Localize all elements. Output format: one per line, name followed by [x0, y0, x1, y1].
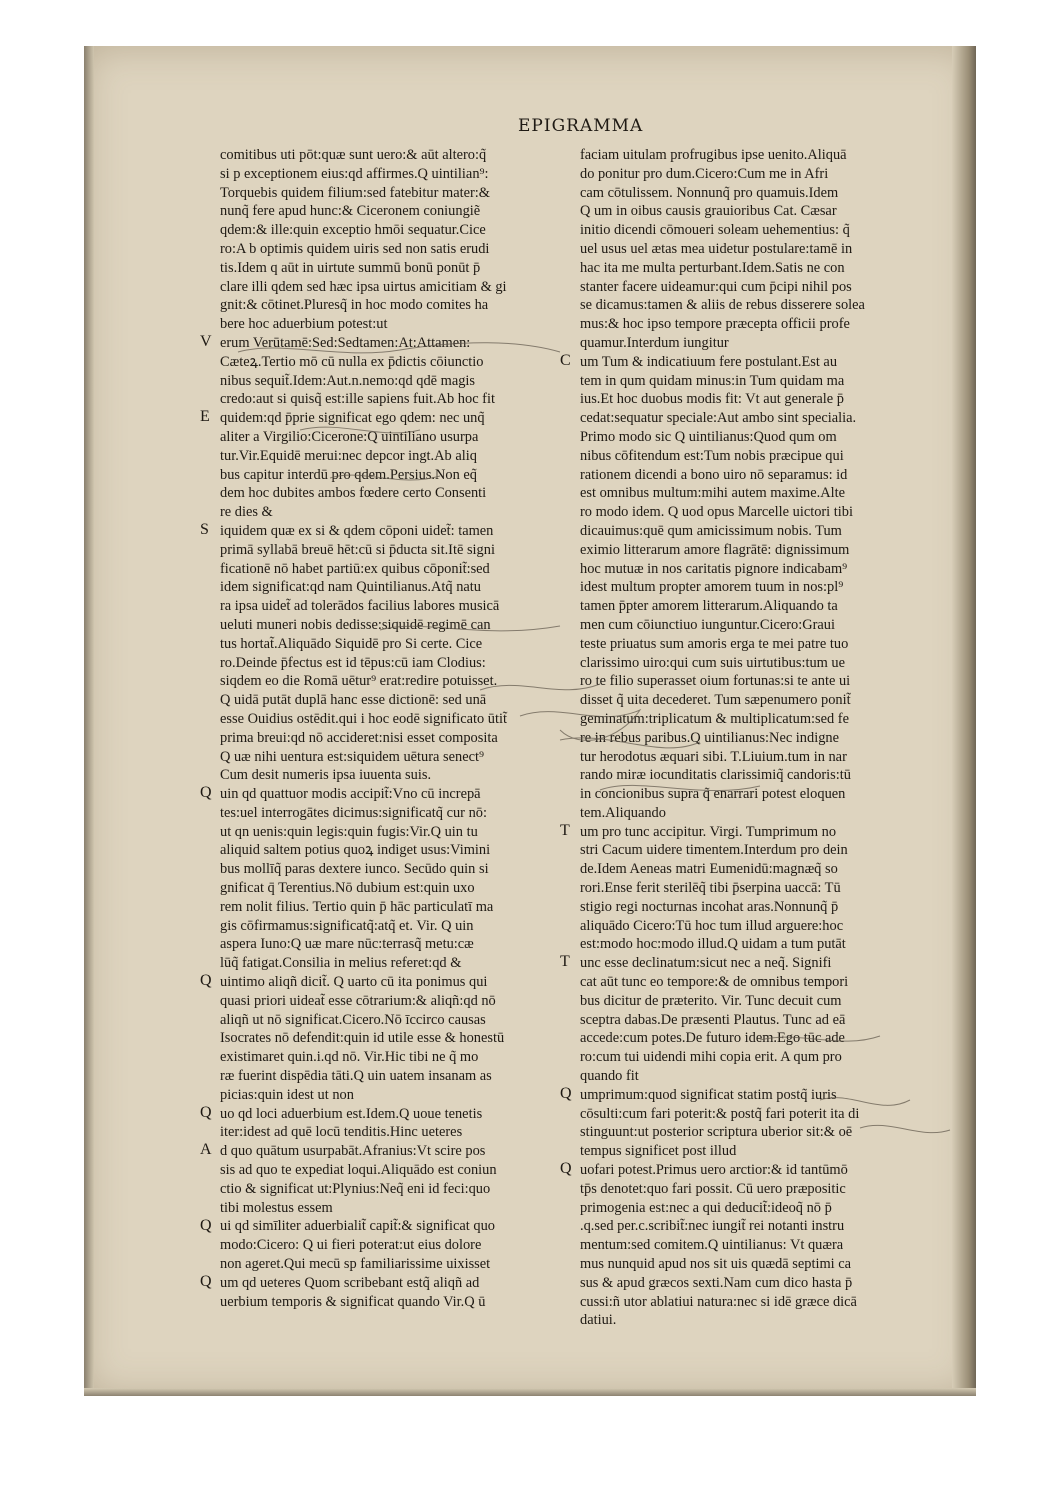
text-line: aspera Iuno:Q uæ mare nūc:terrasq̃ metu:cæ: [220, 936, 474, 953]
text-line: non ageret.Qui mecū sp familiarissime uixisset: [220, 1256, 491, 1273]
text-line: um Tum & indicatiuum fere postulant.Est au: [580, 353, 838, 370]
text-line: sus & apud græcos sexti.Nam cum dico hasta p̄: [580, 1274, 853, 1291]
text-line: tus hortat̃.Aliquādo Siquidē pro Si certe. Cice: [220, 635, 483, 652]
text-line: re dies &: [220, 504, 273, 521]
text-line: uofari potest.Primus uero arctior:& id tantūmō: [580, 1162, 848, 1179]
text-line: stinguunt:ut posterior scriptura uberior sit:& oē: [580, 1124, 853, 1141]
text-line: picias:quin idest ut non: [220, 1086, 354, 1103]
text-line: rationem dicendi a bono uiro nō separamus: id: [580, 466, 848, 483]
text-line: cedat:sequatur speciale:Aut ambo sint specialia.: [580, 410, 857, 427]
text-line: in concionibus supra q̃ enarrari potest eloquen: [580, 786, 846, 803]
text-line: datiui.: [580, 1312, 617, 1329]
text-line: primogenia est:nec a qui deducit̃:ideoq̃ nō p̄: [580, 1199, 832, 1216]
text-line: ctio & significat ut:Plynius:Neq̃ eni id feci:quo: [220, 1180, 491, 1197]
text-line: gis cōfirmamus:significatq̃:atq̃ et. Vir. Q uin: [220, 917, 474, 934]
text-line: uintimo aliqñ dicit̃. Q uarto cū ita ponimus qui: [220, 974, 488, 991]
initial-letter: Q: [200, 1216, 212, 1234]
text-line: nunq̃ fere apud hunc:& Ciceronem coniungiẽ: [220, 203, 481, 220]
text-line: aliqñ ut nō significat.Cicero.Nō īccirco causas: [220, 1011, 486, 1028]
text-line: nibus cōfitendum est:Tum nobis præcipue qui: [580, 447, 844, 464]
text-line: initio dicendi cōmoueri soleam uehementius: q̃: [580, 222, 850, 239]
left-text-column: [220, 146, 572, 1311]
text-line: tem.Aliquando: [580, 804, 666, 821]
text-line: credo:aut si quisq̃ est:ille sapiens fuit.Ab hoc fit: [220, 391, 495, 408]
text-line: quando fit: [580, 1068, 639, 1085]
text-line: mentum:sed comitem.Q uintilianus: Vt quæra: [580, 1237, 844, 1254]
initial-letter: S: [200, 521, 209, 538]
right-text-column: [580, 146, 964, 1330]
text-line: bere hoc aduerbium potest:ut: [220, 316, 388, 333]
text-line: quidem:qd p̄prie significat ego qdem: nec unq̃: [220, 410, 485, 427]
text-line: do ponitur pro dum.Cicero:Cum me in Afri: [580, 165, 829, 182]
text-line: ro:A b optimis quidem uiris sed non satis erudi: [220, 240, 490, 257]
text-line: d quo quātum usurpabāt.Afranius:Vt scire pos: [220, 1143, 486, 1160]
text-line: sis ad quo te expediat loqui.Aliquādo est coniun: [220, 1162, 497, 1179]
text-line: tur herodotus æquari sibi. T.Liuium.tum in nar: [580, 748, 847, 765]
text-line: erum Verūtamē:Sed:Sedtamen:At:Attamen:: [220, 334, 471, 351]
text-line: tp̄s denotet:quo fari possit. Cū uero præpositic: [580, 1180, 846, 1197]
text-line: dicauimus:quē qum amicissimum nobis. Tum: [580, 522, 842, 539]
text-line: mus:& hoc ipso tempore præcepta officii profe: [580, 316, 850, 333]
initial-letter: A: [200, 1141, 212, 1159]
text-line: disset q̃ uita decederet. Tum sæpenumero ponit̃: [580, 692, 851, 709]
text-line: .q.sed per.c.scribit̃:nec iungit̃ rei notanti instru: [580, 1218, 845, 1235]
text-line: est omnibus multum:mihi autem maxime.Alte: [580, 485, 845, 502]
text-line: stigio regi nocturnas incohat aras.Nonnunq̃ p̄: [580, 898, 839, 915]
initial-letter: Q: [200, 784, 212, 802]
text-line: accede:cum potes.De futuro idem.Ego tūc ade: [580, 1030, 845, 1047]
text-line: comitibus uti pōt:quæ sunt uero:& aūt altero:q̃: [220, 147, 487, 163]
initial-letter: E: [200, 408, 210, 426]
text-line: primā syllabā breuē hēt:cū si p̄ducta sit.Itē signi: [220, 541, 495, 558]
initial-letter: Q: [200, 1103, 212, 1121]
text-line: unc esse declinatum:sicut nec a neq̃. Signifi: [580, 955, 832, 972]
text-line: Torquebis quidem filium:sed fatebitur mater:&: [220, 184, 490, 201]
text-line: ro te filio superasset oium fortunas:si te ante ui: [580, 673, 851, 690]
text-line: um pro tunc accipitur. Virgi. Tumprimum no: [580, 823, 837, 840]
text-line: cam cōtulissem. Nonnunq̃ pro quamuis.Idem: [580, 184, 839, 201]
text-line: Isocrates nō defendit:quin id utile esse & honestū: [220, 1030, 505, 1047]
text-line: tibi molestus essem: [220, 1199, 333, 1216]
text-line: ræ fuerint dispēdia tāti.Q uin uatem insanam as: [220, 1068, 492, 1085]
text-line: Q um in oibus causis grauioribus Cat. Cæsar: [580, 203, 837, 220]
text-line: faciam uitulam profrugibus ipse uenito.Aliquā: [580, 147, 847, 163]
text-line: aliquādo Cicero:Tū hoc tum illud arguere:hoc: [580, 917, 844, 934]
text-line: Q uidā putāt duplā hanc esse dictionē: sed unā: [220, 692, 487, 709]
text-line: de.Idem Aeneas matri Eumenidū:magnæq̃ so: [580, 861, 838, 878]
text-line: um qd ueteres Quom scribebant estq̃ aliqñ ad: [220, 1274, 480, 1291]
text-line: stanter facere uideamur:qui cum p̄cipi nihil pos: [580, 278, 852, 295]
text-line: ficationē nō habet partiū:ex quibus cōponit̃:sed: [220, 560, 490, 577]
text-line: ra ipsa uidet̃ ad tolerādos facilius labores musicā: [220, 598, 500, 615]
text-line: rori.Ense ferit sterilēq̃ tibi p̄serpina uaccā: Tū: [580, 880, 841, 897]
text-line: siqdem eo die Romā uētur⁹ erat:redire potuisset.: [220, 673, 498, 690]
text-line: mus nunquid apud nos sit uis quædā septimi ca: [580, 1256, 852, 1273]
text-line: umprimum:quod significat statim postq̃ iuris: [580, 1086, 837, 1103]
text-line: sceptra dabas.De præsenti Plautus. Tunc ad eā: [580, 1011, 846, 1028]
initial-letter: T: [560, 953, 570, 971]
initial-letter: Q: [560, 1160, 572, 1178]
text-line: bus dicitur de præterito. Vir. Tunc decuit cum: [580, 992, 842, 1009]
text-line: uo qd loci aduerbium est.Idem.Q uoue tenetis: [220, 1105, 483, 1122]
initial-letter: T: [560, 821, 570, 839]
running-title: EPIGRAMMA: [518, 116, 644, 136]
text-line: eximio litterarum amore flagrātē: dignissimum: [580, 541, 850, 558]
text-line: uin qd quattuor modis accipit̃:Vno cū increpā: [220, 786, 481, 803]
text-line: rem nolit filius. Tertio quin p̄ hāc particulatī ma: [220, 898, 494, 915]
text-line: bus capitur interdū pro qdem.Persius.Non eq̃: [220, 466, 477, 483]
text-line: tis.Idem q aūt in uirtute summū bonū ponūt p̄: [220, 259, 481, 276]
text-line: gnit:& cōtinet.Pluresq̃ in hoc modo comites ha: [220, 297, 489, 314]
text-line: hac ita me multa perturbant.Idem.Satis ne con: [580, 259, 845, 276]
text-line: cat aūt tunc eo tempore:& de omnibus tempori: [580, 974, 849, 991]
text-line: ius.Et hoc duobus modis fit: Vt aut generale p̄: [580, 391, 844, 408]
text-line: ut qn uenis:quin legis:quin fugis:Vir.Q uin tu: [220, 823, 478, 840]
text-line: existimaret quin.i.qd nō. Vir.Hic tibi ne q̃ mo: [220, 1049, 479, 1066]
text-line: tempus significet post illud: [580, 1143, 737, 1160]
text-line: cussi:ñ utor ablatiui natura:nec si idē græce dicā: [580, 1293, 857, 1310]
text-line: uerbium temporis & significat quando Vir.Q ū: [220, 1293, 486, 1310]
text-line: esse Ouidius ostēdit.qui i hoc eodē significato ūtit̃: [220, 710, 507, 727]
text-line: iter:idest ad quē locū tenditis.Hinc ueteres: [220, 1124, 463, 1141]
text-line: aliquid saltem potius quoꝝ indiget usus:Vimini: [220, 842, 491, 859]
text-line: prima breui:qd nō accideret:nisi esset composita: [220, 729, 498, 746]
text-line: men cum cōiunctiuo iunguntur.Cicero:Graui: [580, 616, 835, 633]
initial-letter: V: [200, 333, 212, 350]
text-line: dem hoc dubites ambos fœdere certo Consenti: [220, 485, 487, 502]
text-line: quamur.Interdum iungitur: [580, 334, 729, 351]
page-edge-bottom: [84, 1388, 976, 1396]
text-line: qdem:& ille:quin exceptio hmōi sequatur.Cice: [220, 222, 486, 239]
text-line: quasi priori uideat̃ esse cōtrarium:& aliqñ:qd nō: [220, 992, 496, 1009]
text-line: clare illi qdem sed hæc ipsa uirtus amicitiam & gi: [220, 278, 507, 295]
text-line: ro:cum tui uidendi mihi copia erit. A qum pro: [580, 1049, 842, 1066]
text-line: ueluti muneri nobis dedisse:siquidē regimē can: [220, 616, 491, 633]
text-line: tur.Vir.Equidē merui:nec depcor ingt.Ab aliq: [220, 447, 477, 464]
text-line: teste priuatus sum amoris erga te mei patre tuo: [580, 635, 849, 652]
text-line: clarissimo uiro:qui cum suis uirtutibus:tum ue: [580, 654, 846, 671]
initial-letter: Q: [200, 972, 212, 990]
text-line: ro.Deinde p̄fectus est id tēpus:cū iam Clodius:: [220, 654, 486, 671]
text-line: aliter a Virgilio:Cicerone:Q uintiliano usurpa: [220, 428, 479, 445]
text-line: geminatum:triplicatum & multiplicatum:sed fe: [580, 710, 849, 727]
text-line: modo:Cicero: Q ui fieri poterat:ut eius dolore: [220, 1237, 482, 1254]
text-line: Primo modo sic Q uintilianus:Quod qum om: [580, 428, 837, 445]
initial-letter: Q: [560, 1085, 572, 1102]
text-line: tamen p̄pter amorem litterarum.Aliquando ta: [580, 598, 838, 615]
text-line: re in rebus paribus.Q uintilianus:Nec indigne: [580, 729, 839, 746]
initial-letter: Q: [200, 1273, 212, 1290]
text-line: tem in qum quidam minus:in Tum quidam ma: [580, 372, 845, 389]
text-line: ro modo idem. Q uod opus Marcelle uictori tibi: [580, 504, 853, 521]
text-line: est:modo hoc:modo illud.Q uidam a tum putāt: [580, 936, 846, 953]
text-line: rando miræ iocunditatis clarissimiq̃ candoris:tū: [580, 767, 851, 784]
text-line: Cum desit numeris ipsa iuuenta suis.: [220, 767, 432, 784]
text-line: iquidem quæ ex si & qdem cōponi uidet̃: tamen: [220, 522, 494, 539]
text-line: uel usus uel ætas mea uidetur postulare:tamē in: [580, 240, 853, 257]
text-line: Cæteꝝ.Tertio mō cū nulla ex p̄dictis cōiunctio: [220, 353, 484, 370]
text-line: gnificat q̄ Terentius.Nō dubium est:quin uxo: [220, 880, 475, 897]
text-line: Q uæ nihi uentura est:siquidem uētura senect⁹: [220, 748, 484, 765]
text-line: bus mollīq̃ paras dextere iunco. Secūdo quin si: [220, 861, 489, 878]
initial-letter: C: [560, 351, 571, 369]
text-line: cōsulti:cum fari poterit:& postq̃ fari poterit ita di: [580, 1105, 860, 1122]
text-line: hoc mutuæ in nos caritatis pignore indicabam⁹: [580, 560, 848, 577]
page-shadow-left: [84, 46, 94, 1396]
text-line: lūq̃ fatigat.Consilia in melius referet:qd &: [220, 955, 462, 972]
text-line: si p exceptionem eius:qd affirmes.Q uintilian⁹:: [220, 165, 489, 182]
text-line: tes:uel interrogātes dicimus:significatq̃ cur nō:: [220, 804, 487, 821]
text-line: stri Cacum uidere timentem.Interdum pro dein: [580, 842, 848, 859]
text-line: se dicamus:tamen & aliis de rebus disserere solea: [580, 297, 865, 314]
text-line: idest multum propter amorem tuum in nos:pl⁹: [580, 579, 844, 596]
text-line: nibus sequit̃.Idem:Aut.n.nemo:qd qdē magis: [220, 372, 476, 389]
text-line: idem significat:qd nam Quintilianus.Atq̃ natu: [220, 579, 481, 596]
text-line: ui qd simīliter aduerbialit̃ capit̃:& significat quo: [220, 1218, 495, 1235]
